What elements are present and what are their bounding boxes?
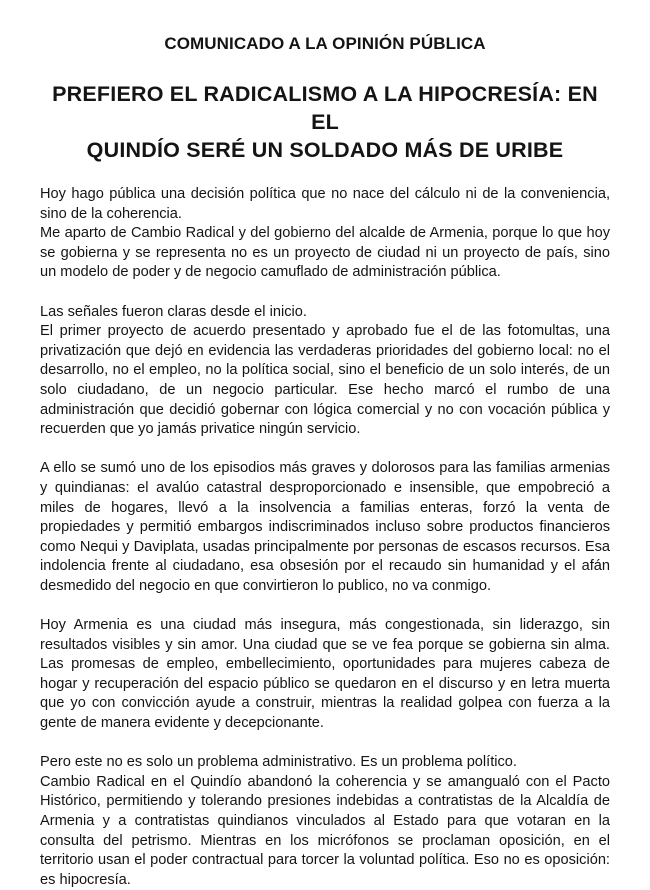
document-body [40, 185, 610, 890]
paragraph-gap [40, 596, 610, 616]
paragraph-fotomultas: El primer proyecto de acuerdo presentado y aprobado fue el de las fotomultas, una privatización que dejó en evidencia las verdaderas prioridades del gobierno local: no el desarrollo, no el empleo, no la política social, sino el beneficio de un solo interés, de un solo ciudadano, de un negocio particular. Ese hecho marcó el rumbo de una administración que decidió gobernar con lógica comercial y no con vocación pública y recuerden que yo jamás privatice ningún servicio. [40, 323, 610, 438]
paragraph-decision: Hoy hago pública una decisión política que no nace del cálculo ni de la conveniencia, sino de la coherencia. [40, 186, 610, 222]
paragraph-political-problem: Pero este no es solo un problema administrativo. Es un problema político. [40, 754, 517, 771]
title-line-2: QUINDÍO SERÉ UN SOLDADO MÁS DE URIBE [86, 138, 564, 162]
title-line-1: PREFIERO EL RADICALISMO A LA HIPOCRESÍA: EN EL [52, 82, 598, 134]
paragraph-avaluo: A ello se sumó uno de los episodios más graves y dolorosos para las familias armenias y quindianas: el avalúo catastral desproporcionado e insensible, que empobreció a miles de hogares, llevó a la insolvencia a familias enteras, forzó la venta de propiedades y permitió embargos indiscriminados incluso sobre productos financieros como Nequi y Daviplata, usadas principalmente por personas de escasos recursos. Esa indolencia frente al ciudadano, esa obsesión por el recaudo sin humanidad y el afán desmedido del negocio en que convirtieron lo publico, no va conmigo. [40, 460, 610, 594]
paragraph-gap [40, 440, 610, 460]
document-title [40, 80, 610, 164]
paragraph-departure: Me aparto de Cambio Radical y del gobierno del alcalde de Armenia, porque lo que hoy se gobierna y se representa no es un proyecto de ciudad ni un proyecto de país, sino un modelo de poder y de negocio camuflado de administración pública. [40, 225, 610, 281]
paragraph-pacto-historico: Cambio Radical en el Quindío abandonó la coherencia y se amangualó con el Pacto Histórico, permitiendo y tolerando presiones indebidas a contratistas de la Alcaldía de Armenia y a contratistas quindianos vinculados al Estado para que votaran en la consulta del petrismo. Mientras en los micrófonos se proclaman oposición, en el territorio usan el poder contractual para torcer la voluntad política. Eso no es oposición: es hipocresía. [40, 773, 610, 888]
paragraph-signals: Las señales fueron claras desde el inicio. [40, 303, 307, 320]
paragraph-gap [40, 283, 610, 303]
paragraph-gap [40, 734, 610, 754]
paragraph-armenia-today: Hoy Armenia es una ciudad más insegura, más congestionada, sin liderazgo, sin resultados visibles y sin amor. Una ciudad que se ve fea porque se gobierna sin alma. Las promesas de empleo, embellecimiento, oportunidades para mujeres cabeza de hogar y recuperación del espacio público se quedaron en el discurso y en letra muerta que yo con convicción ayude a construir, mientras la realidad golpea con fuerza a la gente de manera evidente y decepcionante. [40, 617, 610, 732]
document-heading: COMUNICADO A LA OPINIÓN PÚBLICA [164, 34, 486, 53]
